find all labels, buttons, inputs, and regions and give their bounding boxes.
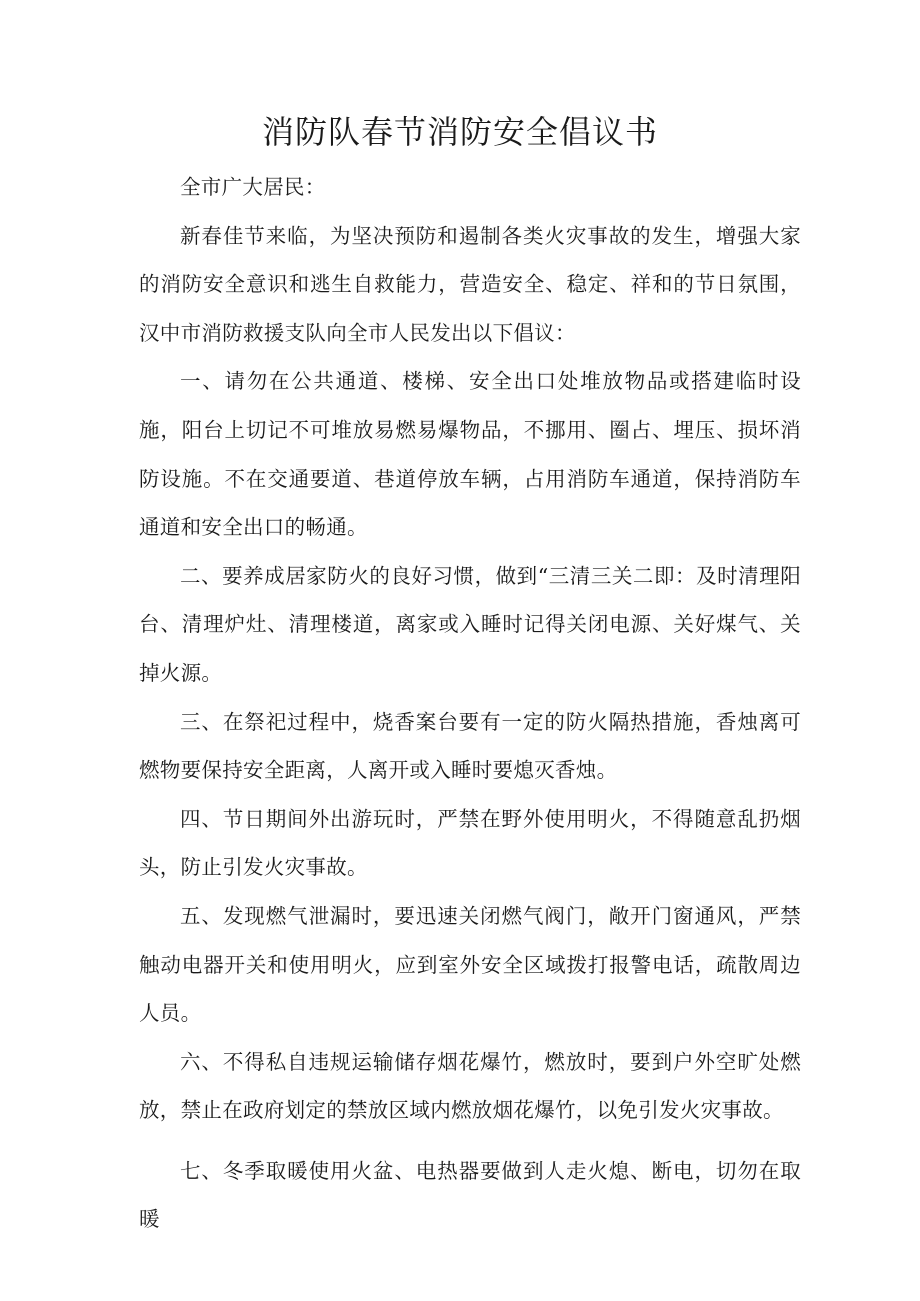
paragraph-item-2: 二、要养成居家防火的良好习惯，做到“三清三关二即：及时清理阳台、清理炉灶、清理楼道，离家或入睡时记得关闭电源、关好煤气、关掉火源。 — [139, 563, 801, 685]
paragraph-item-7: 七、冬季取暖使用火盆、电热器要做到人走火熄、断电，切勿在取暖 — [139, 1158, 801, 1232]
document-body — [139, 163, 801, 1244]
paragraph-item-4: 四、节日期间外出游玩时，严禁在野外使用明火，不得随意乱扔烟头，防止引发火灾事故。 — [139, 806, 801, 880]
paragraph-item-3: 三、在祭祀过程中，烧香案台要有一定的防火隔热措施，香烛离可燃物要保持安全距离，人离开或入睡时要熄灭香烛。 — [139, 709, 801, 783]
paragraph-item-6: 六、不得私自违规运输储存烟花爆竹，燃放时，要到户外空旷处燃放，禁止在政府划定的禁放区域内燃放烟花爆竹，以免引发火灾事故。 — [139, 1049, 801, 1123]
paragraph-item-5: 五、发现燃气泄漏时，要迅速关闭燃气阀门，敞开门窗通风，严禁触动电器开关和使用明火，应到室外安全区域拨打报警电话，疏散周边人员。 — [139, 903, 801, 1026]
paragraph-item-1: 一、请勿在公共通道、楼梯、安全出口处堆放物品或搭建临时设施，阳台上切记不可堆放易燃易爆物品，不挪用、圈占、埋压、损坏消防设施。不在交通要道、巷道停放车辆，占用消防车通道，保持消防车通道和安全出口的畅通。 — [139, 369, 801, 540]
document-title: 消防队春节消防安全倡议书 — [261, 113, 658, 151]
salutation: 全市广大居民： — [180, 175, 326, 199]
paragraph-intro: 新春佳节来临，为坚决预防和遏制各类火灾事故的发生，增强大家的消防安全意识和逃生自救能力，营造安全、稳定、祥和的节日氛围，汉中市消防救援支队向全市人民发出以下倡议： — [139, 223, 801, 345]
